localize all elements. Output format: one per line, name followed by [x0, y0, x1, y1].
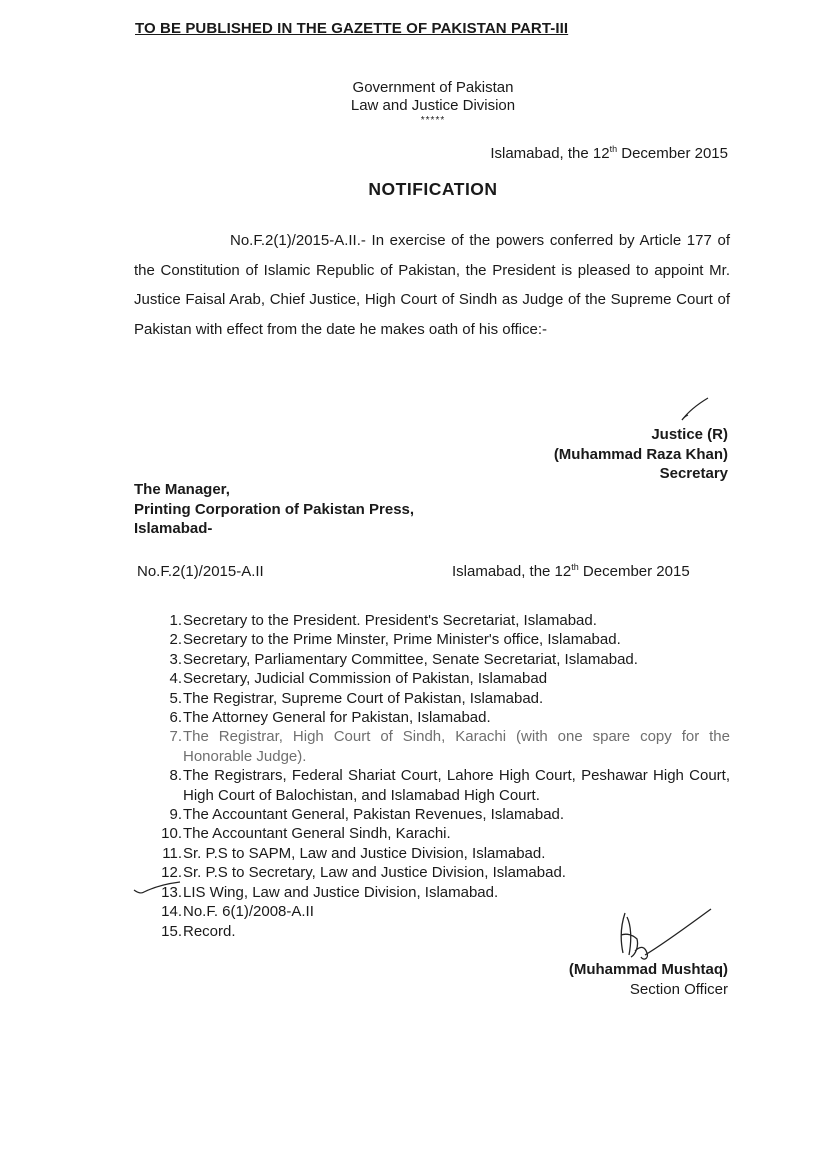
notification-body	[134, 226, 730, 344]
addressee-block	[134, 480, 414, 539]
officer-signature	[605, 905, 715, 967]
reference-date: Islamabad, the 12th December 2015	[452, 562, 690, 580]
list-item: 8. The Registrars, Federal Shariat Court, Lahore High Court, Peshawar High Court, High Court of Balochistan, and Islamabad High Court.	[169, 767, 730, 804]
issue-date: Islamabad, the 12th December 2015	[490, 144, 728, 162]
officer-title: Section Officer	[629, 980, 728, 998]
list-item: 11. Sr. P.S to SAPM, Law and Justice Division, Islamabad.	[162, 844, 546, 862]
list-item: 4. Secretary, Judicial Commission of Pakistan, Islamabad	[169, 670, 548, 688]
signatory-rank: Justice (R)	[651, 426, 728, 443]
list-item: 9. The Accountant General, Pakistan Revenues, Islamabad.	[169, 806, 565, 824]
government-name: Government of Pakistan	[352, 79, 514, 96]
list-item: 12. Sr. P.S to Secretary, Law and Justice Division, Islamabad.	[161, 864, 566, 882]
reference-number: No.F.2(1)/2015-A.II	[137, 563, 264, 580]
list-item: 14. No.F. 6(1)/2008-A.II	[161, 903, 314, 921]
notification-number: No.F.2(1)/2015-A.II.-	[230, 232, 366, 249]
handwritten-check-mark	[132, 880, 182, 898]
signatory-name: (Muhammad Raza Khan)	[553, 446, 728, 463]
signature-tick-mark	[680, 396, 710, 422]
gazette-heading: TO BE PUBLISHED IN THE GAZETTE OF PAKISTAN PART-III	[135, 20, 569, 37]
list-item: 10. The Accountant General Sindh, Karachi.	[161, 825, 451, 843]
addressee-line-3: Islamabad-	[134, 520, 213, 537]
list-item: 2. Secretary to the Prime Minster, Prime Minister's office, Islamabad.	[169, 631, 621, 649]
officer-name: (Muhammad Mushtaq)	[568, 961, 728, 978]
list-item: 7. The Registrar, High Court of Sindh, Karachi (with one spare copy for the Honorable Judge).	[169, 728, 730, 765]
division-name: Law and Justice Division	[350, 97, 516, 114]
list-item: 6. The Attorney General for Pakistan, Islamabad.	[169, 709, 491, 727]
list-item: 15. Record.	[161, 922, 236, 940]
list-item: 13. LIS Wing, Law and Justice Division, Islamabad.	[161, 883, 499, 901]
addressee-line-1: The Manager,	[134, 481, 230, 498]
addressee-line-2: Printing Corporation of Pakistan Press,	[134, 500, 415, 518]
list-item: 5. The Registrar, Supreme Court of Pakistan, Islamabad.	[169, 689, 544, 707]
notification-title: NOTIFICATION	[368, 179, 498, 199]
header-stars: *****	[420, 115, 446, 126]
section-officer-block	[569, 960, 728, 999]
distribution-list	[136, 611, 730, 941]
list-item: 1. Secretary to the President. President's Secretariat, Islamabad.	[169, 612, 597, 629]
list-item: 3. Secretary, Parliamentary Committee, Senate Secretariat, Islamabad.	[169, 650, 638, 668]
notification-text: In exercise of the powers conferred by Article 177 of the Constitution of Islamic Republic of Pakistan, the President is pleased to appoint Mr. Justice Faisal Arab, Chief Justice, High Court of Sindh as Judge of the Supreme Court of Pakistan with effect from the date he makes oath of his office:-	[134, 232, 730, 338]
signatory-title: Secretary	[659, 465, 728, 482]
